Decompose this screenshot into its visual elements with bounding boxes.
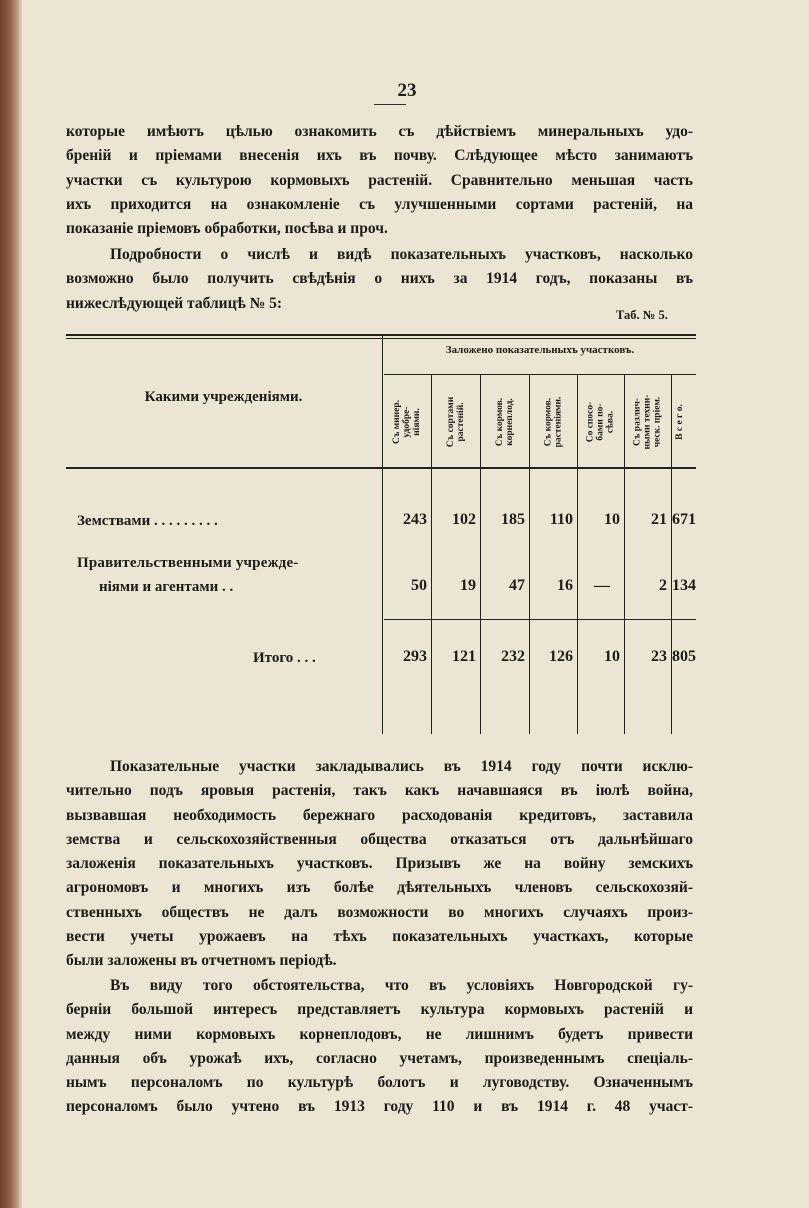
column-header: Съ кормов. корнеплод. xyxy=(495,397,516,446)
row-label-total: Итого . . . xyxy=(253,650,316,666)
column-header: Съ минер. удобре- ніями. xyxy=(391,399,422,444)
table-label: Таб. № 5. xyxy=(616,308,668,322)
row-label-government: Правительственными учрежде- xyxy=(77,555,299,571)
table-cell: 16 xyxy=(557,577,573,594)
table-cell: 185 xyxy=(501,511,525,528)
column-header: Съ различ- ными техни- ческ. пріем. xyxy=(632,394,663,449)
text-line: данныя объ урожаѣ ихъ, согласно учетамъ, произведеннымъ спеціаль- xyxy=(66,1049,693,1067)
text-line: вызвавшая необходимость бережнаго расходованія кредитовъ, заставила xyxy=(66,806,693,824)
table-cell: 19 xyxy=(460,577,476,594)
text-line: возможно было получить свѣдѣнія о нихъ за 1914 годъ, показаны въ xyxy=(66,270,693,288)
text-line: заложенія показательныхъ участковъ. Призывъ же на войну земскихъ xyxy=(66,855,693,873)
table-cell: 102 xyxy=(452,511,476,528)
page xyxy=(22,0,809,1208)
text-line: берніи большой интересъ представляетъ культура кормовыхъ растеній и xyxy=(66,1001,693,1019)
column-header: Съ сортами растеній. xyxy=(446,396,467,447)
row-label-zemstvo: Земствами . . . . . . . . . xyxy=(77,513,218,529)
paragraph-1 xyxy=(66,120,693,241)
text-line: агрономовъ и многихъ изъ болѣе дѣятельныхъ членовъ сельскохозяй- xyxy=(66,879,693,897)
column-header: В с е г о. xyxy=(675,403,685,440)
column-header: Со спосо- бами по- сѣва. xyxy=(585,401,615,442)
text-line: земства и сельскохозяйственныя общества отказаться отъ дальнѣйшаго xyxy=(66,830,693,848)
table-cell: 2 xyxy=(659,577,667,594)
table-cell: 134 xyxy=(672,577,696,594)
table-cell: 50 xyxy=(411,577,427,594)
table-cell: 23 xyxy=(651,648,667,665)
table-cell: — xyxy=(594,577,610,594)
text-line: Въ виду того обстоятельства, что въ условіяхъ Новгородской гу- xyxy=(110,977,693,994)
text-line: были заложены въ отчетномъ періодѣ. xyxy=(66,952,337,970)
column-divider xyxy=(382,334,383,734)
text-line: нымъ персоналомъ по культурѣ болотъ и луговодству. Означеннымъ xyxy=(66,1074,693,1092)
column-divider xyxy=(431,374,432,734)
table-cell: 110 xyxy=(549,511,573,528)
text-line: бреній и пріемами внесенія ихъ въ почву. Слѣдующее мѣсто занимаютъ xyxy=(66,147,693,165)
header-bottom-rule xyxy=(66,467,696,469)
page-number-underline xyxy=(374,104,406,105)
table-cell: 293 xyxy=(403,648,427,665)
text-line: ственныхъ обществъ не далъ возможности во многихъ случаяхъ произ- xyxy=(66,903,693,921)
table-top-rule-2 xyxy=(66,338,696,339)
column-divider xyxy=(480,374,481,734)
text-line: ихъ приходится на ознакомленіе съ улучшенными сортами растеній, на xyxy=(66,195,693,213)
text-line: персоналомъ было учтено въ 1913 году 110 и въ 1914 г. 48 участ- xyxy=(66,1098,693,1116)
table-cell: 243 xyxy=(403,511,427,528)
paragraph-4 xyxy=(66,974,693,1120)
text-line: между ними кормовыхъ корнеплодовъ, не лишнимъ будетъ привести xyxy=(66,1025,693,1043)
text-line: участки съ культурою кормовыхъ растеній. Сравнительно меньшая часть xyxy=(66,171,693,189)
plots-group-header: Заложено показательныхъ участковъ. xyxy=(445,344,635,356)
text-line: Подробности о числѣ и видѣ показательныхъ участковъ, насколько xyxy=(110,246,693,263)
table-cell: 47 xyxy=(509,577,525,594)
paragraph-2 xyxy=(66,243,693,316)
table-cell: 121 xyxy=(452,648,476,665)
table-cell: 126 xyxy=(549,648,573,665)
page-number: 23 xyxy=(397,80,417,101)
table-cell: 21 xyxy=(651,511,667,528)
table-cell: 10 xyxy=(604,511,620,528)
table-cell: 671 xyxy=(672,511,696,528)
statistics-table xyxy=(66,334,696,734)
text-line: показаніе пріемовъ обработки, посѣва и проч. xyxy=(66,220,388,238)
table-cell: 232 xyxy=(501,648,525,665)
text-line: Показательные участки закладывались въ 1914 году почти исклю- xyxy=(110,758,693,775)
column-header: Съ кормов. растеніями. xyxy=(543,396,563,447)
table-cell: 805 xyxy=(672,648,696,665)
row-label-government-cont: ніями и агентами . . xyxy=(99,579,234,595)
table-top-rule xyxy=(66,334,696,336)
institutions-header: Какими учрежденіями. xyxy=(144,389,303,405)
text-line: чительно подъ яровыя растенія, такъ какъ начавшаяся въ іюлѣ война, xyxy=(66,782,693,800)
text-line: которые имѣютъ цѣлью ознакомить съ дѣйствіемъ минеральныхъ удо- xyxy=(66,123,693,140)
text-line: нижеслѣдующей таблицѣ № 5: xyxy=(66,294,283,312)
table-cell: 10 xyxy=(604,648,620,665)
text-line: вести учеты урожаевъ на тѣхъ показательныхъ участкахъ, которые xyxy=(66,928,693,946)
book-spine xyxy=(0,0,22,1208)
paragraph-3 xyxy=(66,755,693,974)
